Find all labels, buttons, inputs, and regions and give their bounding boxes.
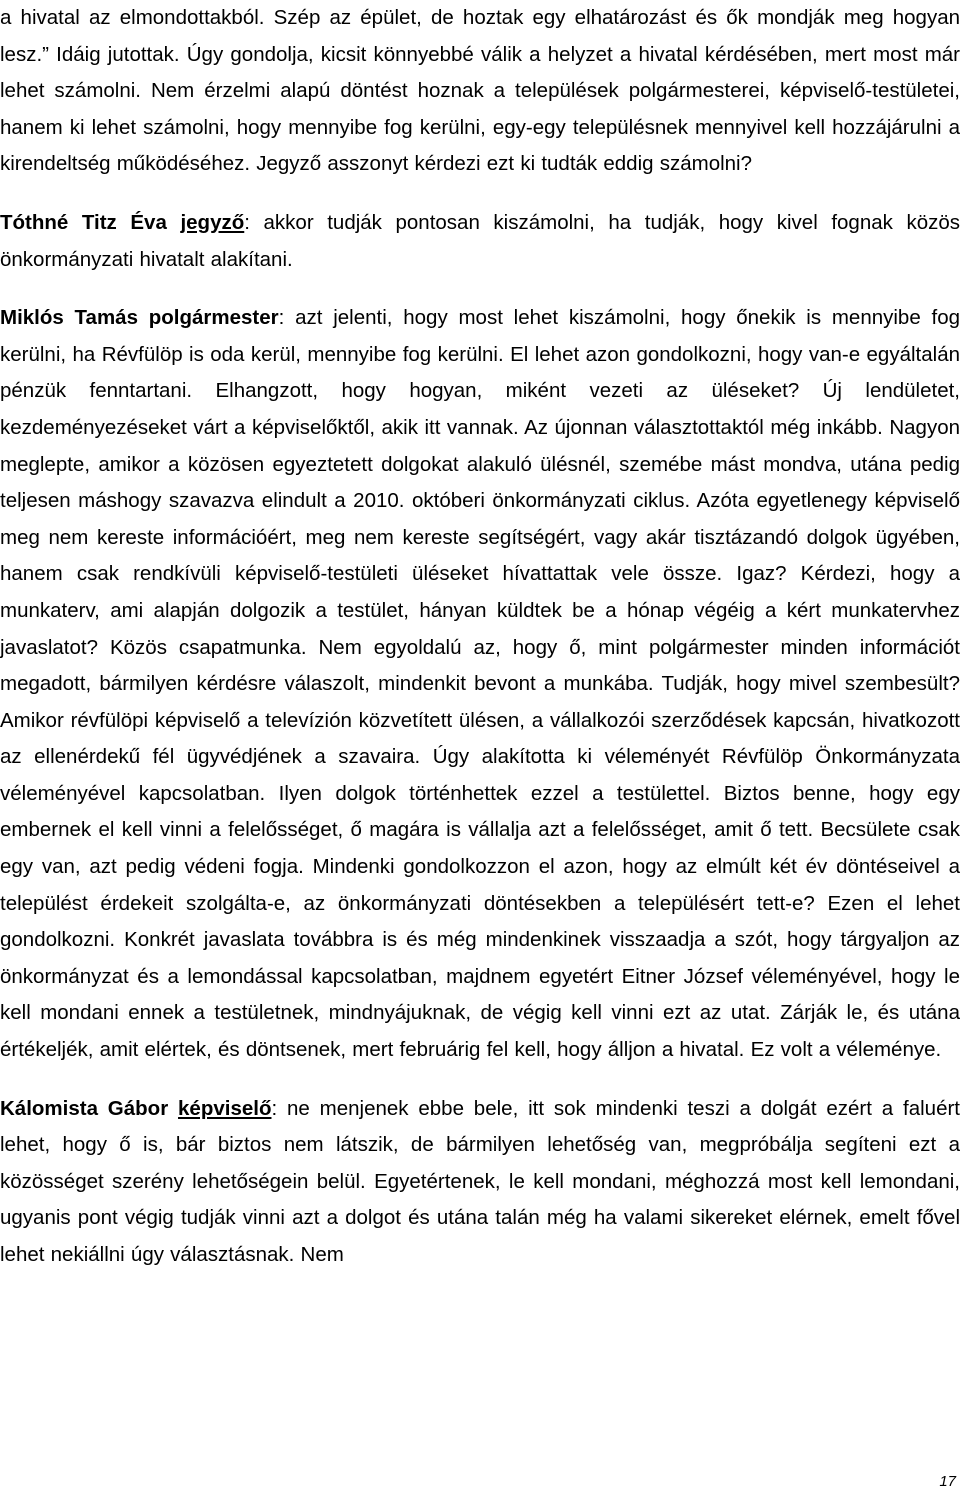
paragraph-text: a hivatal az elmondottakból. Szép az épület, de hoztak egy elhatározást és ők mondják meg hogyan lesz.” Idáig jutottak. Úgy gondolja, kicsit könnyebbé válik a helyzet a hivatal kérdésében, mert most már lehet számolni. Nem érzelmi alapú döntést hoznak a települések polgármesterei, képviselő-testületei, hanem ki lehet számolni, hogy mennyibe fog kerülni, egy-egy településnek mennyivel kell hozzájárulni a kirendeltség működéséhez. Jegyző asszonyt kérdezi ezt ki tudták eddig számolni?: [0, 6, 960, 176]
paragraph-gap: [0, 278, 960, 300]
paragraph-text: : ne menjenek ebbe bele, itt sok mindenki teszi a dolgát ezért a faluért lehet, hogy ő is, bár biztos nem látszik, de bármilyen lehetőség van, megpróbálja segíteni ezt a közösséget szerény lehetőségein belül. Egyetértenek, le kell mondani, méghozzá most kell lemondani, ugyanis pont végig tudják vinni azt a dolgot és utána talán még ha valami sikereket elérnek, emelt fővel lehet nekiállni úgy választásnak. Nem: [0, 1096, 960, 1266]
paragraph-gap: [0, 183, 960, 205]
speaker-label: [0, 306, 279, 329]
speaker-name: Miklós Tamás: [0, 306, 138, 330]
paragraph-text: : azt jelenti, hogy most lehet kiszámolni, hogy őnekik is mennyibe fog kerülni, ha Révfülöp is oda kerül, mennyibe fog kerülni. El lehet azon gondolkozni, hogy van-e egyáltalán pénzük fenntartani. Elhangzott, hogy hogyan, miként vezeti az üléseket? Új lendületet, kezdeményezéseket várt a képviselőktől, akik itt vannak. Az újonnan választottaktól még inkább. Nagyon meglepte, amikor a közösen egyeztetett dolgokat alakuló ülésnél, szemébe mást mondva, utána pedig teljesen máshogy szavazva elindult a 2010. októberi önkormányzati ciklus. Azóta egyetlenegy képviselő meg nem kereste információért, meg nem kereste segítségért, vagy akár tisztázandó dolgok ügyében, hanem csak rendkívüli képviselő-testületi üléseket hívattattak vele össze. Igaz? Kérdezi, hogy a munkaterv, ami alapján dolgozik a testület, hányan küldtek be a hónap végéig a kért munkatervhez javaslatot? Közös csapatmunka. Nem egyoldalú az, hogy ő, mint polgármester minden információt megadott, bármilyen kérdésre válaszolt, mindenkit bevont a munkába. Tudják, hogy mivel szembesült? Amikor révfülöpi képviselő a televízión közvetített ülésen, a vállalkozói szerződések kapcsán, hivatkozott az ellenérdekű fél ügyvédjének a szavaira. Úgy alakította ki véleményét Révfülöp Önkormányzata véleményével kapcsolatban. Ilyen dolgok történhettek ezzel a testülettel. Biztos benne, hogy egy embernek el kell vinni a felelősséget, ő magára is vállalja azt a felelősséget, amit ő tett. Becsülete csak egy van, azt pedig védeni fogja. Mindenki gondolkozzon el azon, hogy az elmúlt két év döntéseivel a települést érdekeit szolgálta-e, az önkormányzati döntésekben a településért tett-e? Ezen el lehet gondolkozni. Konkrét javaslata továbbra is és még mindenkinek visszaadja a szót, hogy tárgyaljon az önkormányzat és a lemondással kapcsolatban, majdnem egyetért Eitner József véleményével, hogy le kell mondani ennek a testületnek, mindnyájuknak, de végig kell vinni ezt az utat. Zárják le, és utána értékeljék, amit elértek, és döntsenek, mert februárig fel kell, hogy álljon a hivatal. Ez volt a véleménye.: [0, 306, 960, 1062]
paragraph-text: : akkor tudják pontosan kiszámolni, ha tudják, hogy kivel fognak közös önkormányzati hivatalt alakítani.: [0, 210, 960, 271]
page-number: 17: [939, 1473, 956, 1490]
paragraph-gap: [0, 1069, 960, 1091]
speaker-label: [0, 211, 244, 234]
speaker-role: képviselő: [178, 1096, 272, 1120]
speaker-role: jegyző: [180, 210, 245, 234]
speaker-role: polgármester: [148, 306, 279, 330]
paragraph-jegyzo: [0, 205, 960, 278]
paragraph-kepviselo: [0, 1091, 960, 1274]
speaker-name: Kálomista Gábor: [0, 1096, 169, 1120]
paragraph-polgarmester: [0, 300, 960, 1068]
speaker-label: [0, 1097, 271, 1120]
speaker-name: Tóthné Titz Éva: [0, 210, 167, 234]
paragraph-intro: [0, 0, 960, 183]
